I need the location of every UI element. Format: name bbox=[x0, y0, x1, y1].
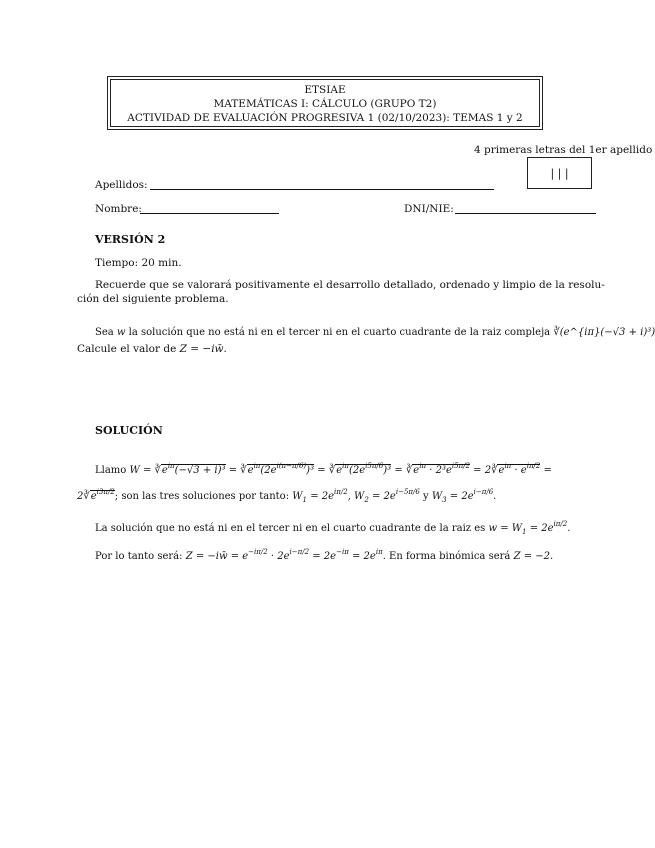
solution-p1-line2 bbox=[77, 485, 496, 507]
solution-roots: $W_1 = 2e^{i\pi/2}$, $W_2 = 2e^{i-5\pi/6}$ bbox=[292, 488, 420, 504]
solution-p3 bbox=[95, 545, 553, 564]
solution-p3-end: Z = −2. bbox=[513, 551, 554, 562]
time-limit: Tiempo: 20 min. bbox=[95, 257, 182, 269]
solution-formula-1: $W = ∛e^{i\pi}(-√3 + i)^3$ = $∛e^{i\pi}(2e^{i(\pi-\pi/6)})^3$ = $∛e^{i\pi}(2e^{i5\pi/6})^3$ = $∛e^{i\pi} \cdot 2^3e^{i5\pi/2}$ = $2∛e^{i\pi} \cdot e^{i\pi/2}$ = bbox=[129, 462, 552, 476]
problem-line2-expr: Z = −iw̄. bbox=[179, 343, 227, 355]
problem-expression: ∛(e^{iπ}(−√3 + i)³) bbox=[553, 327, 655, 338]
problem-line2-start: Calcule el valor de bbox=[77, 343, 177, 355]
surname-letters-label: 4 primeras letras del 1er apellido bbox=[474, 144, 653, 156]
solution-p3-expr: Z = −iw̄ = $e^{-i\pi/2} \cdot 2e^{i-\pi/2} = 2e^{-i\pi} = 2e^{i\pi}$ bbox=[185, 548, 383, 562]
solution-formula-2: $2∛e^{i3\pi/2}$ bbox=[77, 488, 115, 502]
dni-field[interactable] bbox=[455, 213, 596, 214]
header-course: MATEMÁTICAS I: CÁLCULO (GRUPO T2) bbox=[213, 98, 437, 110]
solution-p3-text: Por lo tanto será: bbox=[95, 551, 183, 562]
nombre-label: Nombre: bbox=[95, 203, 142, 215]
apellidos-field[interactable] bbox=[150, 189, 494, 190]
solution-p3-mid: . En forma binómica será bbox=[382, 551, 511, 562]
problem-line1 bbox=[95, 326, 655, 340]
solution-p1-line1 bbox=[95, 459, 552, 478]
solution-p2 bbox=[95, 517, 570, 539]
dni-label: DNI/NIE: bbox=[404, 203, 454, 215]
problem-text-mid: la solución que no está ni en el tercer ni en el cuarto cuadrante de la raiz compleja bbox=[128, 327, 551, 338]
apellidos-label: Apellidos: bbox=[95, 179, 148, 191]
header-school: ETSIAE bbox=[304, 84, 346, 96]
solution-p1-tail: ; son las tres soluciones por tanto: bbox=[114, 491, 290, 502]
solution-title: SOLUCIÓN bbox=[95, 424, 163, 437]
solution-p2-expr: $w = W_1 = 2e^{i\pi/2}$. bbox=[488, 520, 571, 536]
problem-var-w: w bbox=[116, 327, 126, 338]
header-activity: ACTIVIDAD DE EVALUACIÓN PROGRESIVA 1 (02/10/2023): TEMAS 1 y 2 bbox=[127, 112, 523, 124]
solution-p2-text: La solución que no está ni en el tercer ni en el cuarto cuadrante de la raiz es bbox=[95, 523, 486, 534]
version-title: VERSIÓN 2 bbox=[95, 233, 166, 246]
solution-p1-start: Llamo bbox=[95, 465, 127, 476]
surname-letters-separators: | | | bbox=[550, 166, 569, 180]
solution-p1-y: y bbox=[423, 491, 429, 502]
instructions-line1: Recuerde que se valorará positivamente el desarrollo detallado, ordenado y limpio de la resolu- bbox=[95, 279, 605, 291]
nombre-field[interactable] bbox=[140, 213, 279, 214]
surname-letters-box[interactable] bbox=[527, 157, 592, 189]
solution-root-3: $W_3 = 2e^{i-\pi/6}$. bbox=[431, 488, 497, 504]
instructions-line2: ción del siguiente problema. bbox=[77, 293, 229, 305]
header-inner bbox=[110, 79, 540, 127]
header-box bbox=[107, 76, 543, 130]
problem-line2 bbox=[77, 342, 227, 356]
problem-text-start: Sea bbox=[95, 327, 114, 338]
